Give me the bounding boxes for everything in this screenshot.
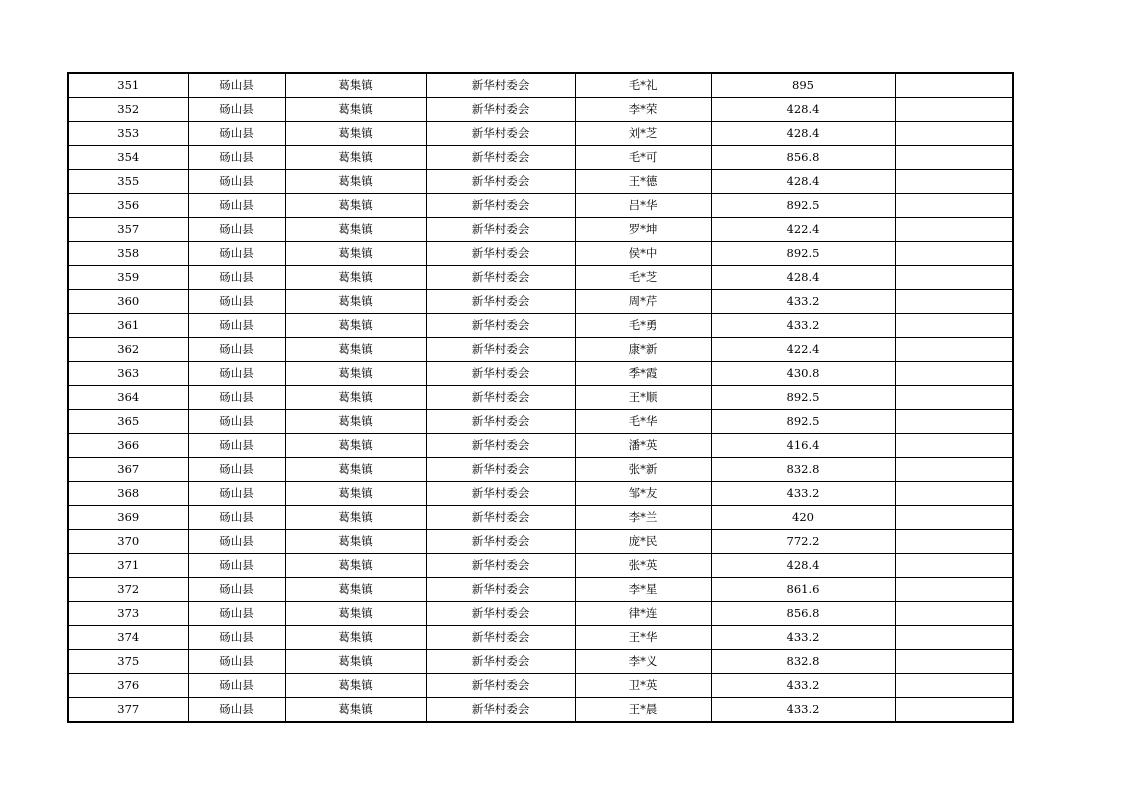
remark-cell bbox=[895, 530, 1013, 554]
village-committee-cell: 新华村委会 bbox=[426, 602, 575, 626]
amount-cell: 422.4 bbox=[711, 218, 895, 242]
remark-cell bbox=[895, 626, 1013, 650]
table-row bbox=[68, 242, 1013, 266]
name-cell: 李*义 bbox=[575, 650, 711, 674]
village-committee-cell: 新华村委会 bbox=[426, 122, 575, 146]
remark-cell bbox=[895, 362, 1013, 386]
remark-cell bbox=[895, 602, 1013, 626]
village-committee-cell: 新华村委会 bbox=[426, 218, 575, 242]
name-cell: 李*兰 bbox=[575, 506, 711, 530]
village-committee-cell: 新华村委会 bbox=[426, 482, 575, 506]
row-number-cell: 356 bbox=[68, 194, 188, 218]
row-number-cell: 363 bbox=[68, 362, 188, 386]
county-cell: 砀山县 bbox=[188, 98, 285, 122]
row-number-cell: 364 bbox=[68, 386, 188, 410]
name-cell: 毛*勇 bbox=[575, 314, 711, 338]
table-row bbox=[68, 170, 1013, 194]
remark-cell bbox=[895, 554, 1013, 578]
county-cell: 砀山县 bbox=[188, 506, 285, 530]
table-row bbox=[68, 650, 1013, 674]
county-cell: 砀山县 bbox=[188, 674, 285, 698]
row-number-cell: 358 bbox=[68, 242, 188, 266]
county-cell: 砀山县 bbox=[188, 122, 285, 146]
name-cell: 毛*可 bbox=[575, 146, 711, 170]
county-cell: 砀山县 bbox=[188, 194, 285, 218]
county-cell: 砀山县 bbox=[188, 434, 285, 458]
town-cell: 葛集镇 bbox=[285, 386, 426, 410]
county-cell: 砀山县 bbox=[188, 386, 285, 410]
table-row bbox=[68, 530, 1013, 554]
amount-cell: 856.8 bbox=[711, 146, 895, 170]
amount-cell: 856.8 bbox=[711, 602, 895, 626]
county-cell: 砀山县 bbox=[188, 218, 285, 242]
remark-cell bbox=[895, 578, 1013, 602]
county-cell: 砀山县 bbox=[188, 146, 285, 170]
town-cell: 葛集镇 bbox=[285, 674, 426, 698]
table-row bbox=[68, 146, 1013, 170]
name-cell: 周*芹 bbox=[575, 290, 711, 314]
row-number-cell: 361 bbox=[68, 314, 188, 338]
town-cell: 葛集镇 bbox=[285, 218, 426, 242]
county-cell: 砀山县 bbox=[188, 242, 285, 266]
name-cell: 王*德 bbox=[575, 170, 711, 194]
table-row bbox=[68, 266, 1013, 290]
row-number-cell: 374 bbox=[68, 626, 188, 650]
town-cell: 葛集镇 bbox=[285, 338, 426, 362]
village-committee-cell: 新华村委会 bbox=[426, 194, 575, 218]
remark-cell bbox=[895, 98, 1013, 122]
row-number-cell: 365 bbox=[68, 410, 188, 434]
county-cell: 砀山县 bbox=[188, 290, 285, 314]
village-committee-cell: 新华村委会 bbox=[426, 554, 575, 578]
remark-cell bbox=[895, 266, 1013, 290]
town-cell: 葛集镇 bbox=[285, 530, 426, 554]
table-row bbox=[68, 194, 1013, 218]
village-committee-cell: 新华村委会 bbox=[426, 338, 575, 362]
town-cell: 葛集镇 bbox=[285, 578, 426, 602]
amount-cell: 428.4 bbox=[711, 554, 895, 578]
remark-cell bbox=[895, 290, 1013, 314]
amount-cell: 772.2 bbox=[711, 530, 895, 554]
town-cell: 葛集镇 bbox=[285, 434, 426, 458]
county-cell: 砀山县 bbox=[188, 410, 285, 434]
amount-cell: 433.2 bbox=[711, 626, 895, 650]
village-committee-cell: 新华村委会 bbox=[426, 386, 575, 410]
table-row bbox=[68, 578, 1013, 602]
county-cell: 砀山县 bbox=[188, 314, 285, 338]
name-cell: 张*英 bbox=[575, 554, 711, 578]
remark-cell bbox=[895, 506, 1013, 530]
village-committee-cell: 新华村委会 bbox=[426, 578, 575, 602]
name-cell: 李*星 bbox=[575, 578, 711, 602]
town-cell: 葛集镇 bbox=[285, 242, 426, 266]
town-cell: 葛集镇 bbox=[285, 626, 426, 650]
remark-cell bbox=[895, 146, 1013, 170]
table-row bbox=[68, 434, 1013, 458]
town-cell: 葛集镇 bbox=[285, 98, 426, 122]
name-cell: 潘*英 bbox=[575, 434, 711, 458]
row-number-cell: 375 bbox=[68, 650, 188, 674]
table-row bbox=[68, 410, 1013, 434]
amount-cell: 422.4 bbox=[711, 338, 895, 362]
name-cell: 李*荣 bbox=[575, 98, 711, 122]
name-cell: 侯*中 bbox=[575, 242, 711, 266]
remark-cell bbox=[895, 73, 1013, 98]
county-cell: 砀山县 bbox=[188, 602, 285, 626]
remark-cell bbox=[895, 314, 1013, 338]
village-committee-cell: 新华村委会 bbox=[426, 650, 575, 674]
amount-cell: 428.4 bbox=[711, 122, 895, 146]
name-cell: 张*新 bbox=[575, 458, 711, 482]
county-cell: 砀山县 bbox=[188, 458, 285, 482]
table-row bbox=[68, 482, 1013, 506]
table-body bbox=[68, 73, 1013, 722]
row-number-cell: 370 bbox=[68, 530, 188, 554]
table-row bbox=[68, 73, 1013, 98]
table-row bbox=[68, 290, 1013, 314]
village-committee-cell: 新华村委会 bbox=[426, 290, 575, 314]
amount-cell: 892.5 bbox=[711, 194, 895, 218]
county-cell: 砀山县 bbox=[188, 170, 285, 194]
remark-cell bbox=[895, 386, 1013, 410]
table-row bbox=[68, 362, 1013, 386]
row-number-cell: 376 bbox=[68, 674, 188, 698]
row-number-cell: 359 bbox=[68, 266, 188, 290]
row-number-cell: 369 bbox=[68, 506, 188, 530]
row-number-cell: 371 bbox=[68, 554, 188, 578]
village-committee-cell: 新华村委会 bbox=[426, 674, 575, 698]
village-committee-cell: 新华村委会 bbox=[426, 170, 575, 194]
table-row bbox=[68, 458, 1013, 482]
name-cell: 王*晨 bbox=[575, 698, 711, 723]
row-number-cell: 360 bbox=[68, 290, 188, 314]
town-cell: 葛集镇 bbox=[285, 602, 426, 626]
county-cell: 砀山县 bbox=[188, 338, 285, 362]
table-row bbox=[68, 554, 1013, 578]
name-cell: 毛*礼 bbox=[575, 73, 711, 98]
village-committee-cell: 新华村委会 bbox=[426, 242, 575, 266]
row-number-cell: 352 bbox=[68, 98, 188, 122]
village-committee-cell: 新华村委会 bbox=[426, 266, 575, 290]
town-cell: 葛集镇 bbox=[285, 410, 426, 434]
village-committee-cell: 新华村委会 bbox=[426, 506, 575, 530]
remark-cell bbox=[895, 194, 1013, 218]
village-committee-cell: 新华村委会 bbox=[426, 98, 575, 122]
town-cell: 葛集镇 bbox=[285, 314, 426, 338]
town-cell: 葛集镇 bbox=[285, 482, 426, 506]
name-cell: 卫*英 bbox=[575, 674, 711, 698]
town-cell: 葛集镇 bbox=[285, 122, 426, 146]
name-cell: 毛*华 bbox=[575, 410, 711, 434]
remark-cell bbox=[895, 218, 1013, 242]
town-cell: 葛集镇 bbox=[285, 554, 426, 578]
remark-cell bbox=[895, 650, 1013, 674]
remark-cell bbox=[895, 458, 1013, 482]
name-cell: 庞*民 bbox=[575, 530, 711, 554]
amount-cell: 430.8 bbox=[711, 362, 895, 386]
row-number-cell: 351 bbox=[68, 73, 188, 98]
amount-cell: 892.5 bbox=[711, 410, 895, 434]
village-committee-cell: 新华村委会 bbox=[426, 434, 575, 458]
name-cell: 王*顺 bbox=[575, 386, 711, 410]
amount-cell: 428.4 bbox=[711, 170, 895, 194]
name-cell: 律*连 bbox=[575, 602, 711, 626]
table-row bbox=[68, 386, 1013, 410]
remark-cell bbox=[895, 698, 1013, 723]
remark-cell bbox=[895, 482, 1013, 506]
row-number-cell: 372 bbox=[68, 578, 188, 602]
row-number-cell: 357 bbox=[68, 218, 188, 242]
amount-cell: 832.8 bbox=[711, 650, 895, 674]
town-cell: 葛集镇 bbox=[285, 170, 426, 194]
village-committee-cell: 新华村委会 bbox=[426, 314, 575, 338]
name-cell: 康*新 bbox=[575, 338, 711, 362]
name-cell: 邹*友 bbox=[575, 482, 711, 506]
name-cell: 刘*芝 bbox=[575, 122, 711, 146]
amount-cell: 433.2 bbox=[711, 482, 895, 506]
town-cell: 葛集镇 bbox=[285, 698, 426, 723]
town-cell: 葛集镇 bbox=[285, 506, 426, 530]
name-cell: 王*华 bbox=[575, 626, 711, 650]
table-row bbox=[68, 218, 1013, 242]
county-cell: 砀山县 bbox=[188, 626, 285, 650]
row-number-cell: 368 bbox=[68, 482, 188, 506]
village-committee-cell: 新华村委会 bbox=[426, 698, 575, 723]
table-row bbox=[68, 674, 1013, 698]
town-cell: 葛集镇 bbox=[285, 266, 426, 290]
county-cell: 砀山县 bbox=[188, 650, 285, 674]
town-cell: 葛集镇 bbox=[285, 194, 426, 218]
table-row bbox=[68, 602, 1013, 626]
row-number-cell: 373 bbox=[68, 602, 188, 626]
remark-cell bbox=[895, 674, 1013, 698]
amount-cell: 433.2 bbox=[711, 290, 895, 314]
village-committee-cell: 新华村委会 bbox=[426, 146, 575, 170]
amount-cell: 433.2 bbox=[711, 314, 895, 338]
table-row bbox=[68, 314, 1013, 338]
remark-cell bbox=[895, 410, 1013, 434]
remark-cell bbox=[895, 242, 1013, 266]
table-row bbox=[68, 122, 1013, 146]
data-table bbox=[67, 72, 1014, 723]
town-cell: 葛集镇 bbox=[285, 146, 426, 170]
amount-cell: 832.8 bbox=[711, 458, 895, 482]
amount-cell: 895 bbox=[711, 73, 895, 98]
amount-cell: 433.2 bbox=[711, 674, 895, 698]
table-row bbox=[68, 698, 1013, 723]
county-cell: 砀山县 bbox=[188, 482, 285, 506]
town-cell: 葛集镇 bbox=[285, 73, 426, 98]
name-cell: 毛*芝 bbox=[575, 266, 711, 290]
name-cell: 季*霞 bbox=[575, 362, 711, 386]
name-cell: 罗*坤 bbox=[575, 218, 711, 242]
name-cell: 吕*华 bbox=[575, 194, 711, 218]
village-committee-cell: 新华村委会 bbox=[426, 410, 575, 434]
table-row bbox=[68, 338, 1013, 362]
county-cell: 砀山县 bbox=[188, 266, 285, 290]
amount-cell: 416.4 bbox=[711, 434, 895, 458]
remark-cell bbox=[895, 122, 1013, 146]
county-cell: 砀山县 bbox=[188, 554, 285, 578]
amount-cell: 433.2 bbox=[711, 698, 895, 723]
table-row bbox=[68, 626, 1013, 650]
row-number-cell: 353 bbox=[68, 122, 188, 146]
town-cell: 葛集镇 bbox=[285, 362, 426, 386]
amount-cell: 428.4 bbox=[711, 266, 895, 290]
row-number-cell: 355 bbox=[68, 170, 188, 194]
county-cell: 砀山县 bbox=[188, 73, 285, 98]
remark-cell bbox=[895, 170, 1013, 194]
amount-cell: 892.5 bbox=[711, 242, 895, 266]
amount-cell: 420 bbox=[711, 506, 895, 530]
town-cell: 葛集镇 bbox=[285, 650, 426, 674]
town-cell: 葛集镇 bbox=[285, 290, 426, 314]
amount-cell: 861.6 bbox=[711, 578, 895, 602]
town-cell: 葛集镇 bbox=[285, 458, 426, 482]
village-committee-cell: 新华村委会 bbox=[426, 73, 575, 98]
row-number-cell: 354 bbox=[68, 146, 188, 170]
village-committee-cell: 新华村委会 bbox=[426, 626, 575, 650]
village-committee-cell: 新华村委会 bbox=[426, 530, 575, 554]
county-cell: 砀山县 bbox=[188, 530, 285, 554]
amount-cell: 428.4 bbox=[711, 98, 895, 122]
county-cell: 砀山县 bbox=[188, 698, 285, 723]
row-number-cell: 377 bbox=[68, 698, 188, 723]
remark-cell bbox=[895, 338, 1013, 362]
amount-cell: 892.5 bbox=[711, 386, 895, 410]
county-cell: 砀山县 bbox=[188, 578, 285, 602]
village-committee-cell: 新华村委会 bbox=[426, 362, 575, 386]
row-number-cell: 362 bbox=[68, 338, 188, 362]
county-cell: 砀山县 bbox=[188, 362, 285, 386]
table-row bbox=[68, 98, 1013, 122]
remark-cell bbox=[895, 434, 1013, 458]
village-committee-cell: 新华村委会 bbox=[426, 458, 575, 482]
row-number-cell: 366 bbox=[68, 434, 188, 458]
row-number-cell: 367 bbox=[68, 458, 188, 482]
table-row bbox=[68, 506, 1013, 530]
